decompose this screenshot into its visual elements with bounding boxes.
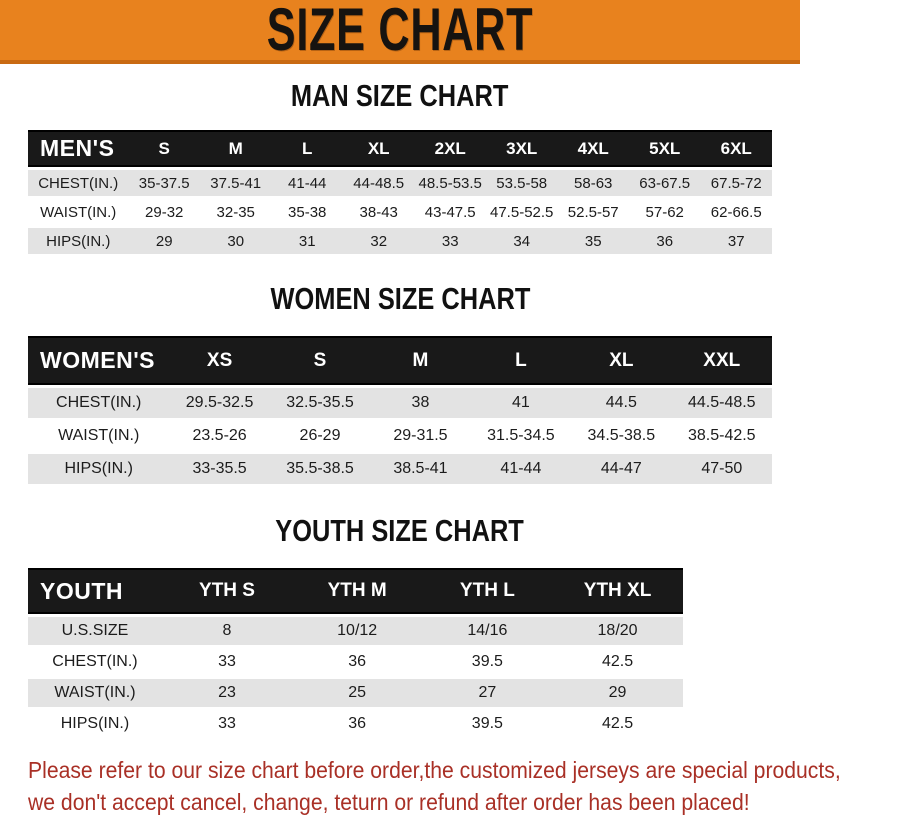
size-column-header: YTH XL [552,568,682,614]
size-value-cell: 38.5-42.5 [672,421,772,451]
size-value-cell: 53.5-58 [486,170,558,196]
table-row [28,648,772,676]
page-title: SIZE CHART [266,0,534,63]
size-header-row [28,336,772,385]
row-label: CHEST(IN.) [28,648,162,676]
size-value-cell: 62-66.5 [700,199,772,225]
size-value-cell: 32-35 [200,199,272,225]
row-label: CHEST(IN.) [28,170,128,196]
size-column-header: 5XL [629,130,701,167]
table-group-label: YOUTH [28,568,162,614]
size-column-header: 6XL [700,130,772,167]
size-value-cell: 10/12 [292,617,422,645]
size-value-cell: 35.5-38.5 [270,454,370,484]
size-value-cell: 44.5 [571,388,671,418]
size-value-cell: 23 [162,679,292,707]
men-size-table [28,127,772,257]
size-value-cell: 38-43 [343,199,415,225]
size-value-cell: 32 [343,228,415,254]
table-group-label: MEN'S [28,130,128,167]
size-value-cell: 33 [162,710,292,738]
size-value-cell: 44.5-48.5 [672,388,772,418]
size-value-cell: 38.5-41 [370,454,470,484]
size-value-cell: 29-32 [128,199,200,225]
size-value-cell: 33-35.5 [169,454,269,484]
youth-size-table [28,565,772,741]
size-column-header: XS [169,336,269,385]
title-banner [0,0,800,64]
table-row [28,454,772,484]
size-value-cell: 44-47 [571,454,671,484]
size-value-cell: 41 [471,388,571,418]
size-header-row [28,130,772,167]
size-value-cell: 34.5-38.5 [571,421,671,451]
row-label: HIPS(IN.) [28,710,162,738]
size-value-cell: 35 [557,228,629,254]
size-column-header: L [271,130,343,167]
size-column-header: XL [343,130,415,167]
size-column-header: YTH M [292,568,422,614]
size-value-cell: 42.5 [552,710,682,738]
women-size-table [28,333,772,487]
table-row [28,710,772,738]
row-label: WAIST(IN.) [28,199,128,225]
size-value-cell: 34 [486,228,558,254]
row-label: HIPS(IN.) [28,228,128,254]
size-column-header: M [200,130,272,167]
table-row [28,679,772,707]
row-label: WAIST(IN.) [28,421,169,451]
size-value-cell: 29 [552,679,682,707]
size-value-cell: 25 [292,679,422,707]
size-value-cell: 37 [700,228,772,254]
table-row [28,388,772,418]
size-value-cell: 29.5-32.5 [169,388,269,418]
size-value-cell: 39.5 [422,710,552,738]
size-value-cell: 41-44 [471,454,571,484]
size-value-cell: 36 [292,710,422,738]
size-value-cell: 18/20 [552,617,682,645]
size-column-header: XXL [672,336,772,385]
table-row [28,199,772,225]
row-label: WAIST(IN.) [28,679,162,707]
row-label: HIPS(IN.) [28,454,169,484]
size-value-cell: 47-50 [672,454,772,484]
size-value-cell: 39.5 [422,648,552,676]
size-value-cell: 31.5-34.5 [471,421,571,451]
table-group-label: WOMEN'S [28,336,169,385]
table-row [28,170,772,196]
size-value-cell: 33 [414,228,486,254]
content-area [28,64,841,818]
size-value-cell: 36 [292,648,422,676]
size-value-cell: 29-31.5 [370,421,470,451]
size-value-cell: 8 [162,617,292,645]
size-column-header: YTH L [422,568,552,614]
size-column-header: XL [571,336,671,385]
disclaimer-note [28,755,841,818]
size-value-cell: 47.5-52.5 [486,199,558,225]
size-column-header: M [370,336,470,385]
size-value-cell: 36 [629,228,701,254]
row-label: U.S.SIZE [28,617,162,645]
size-value-cell: 41-44 [271,170,343,196]
size-value-cell: 32.5-35.5 [270,388,370,418]
youth-section-heading: YOUTH SIZE CHART [275,513,525,548]
size-value-cell: 33 [162,648,292,676]
size-value-cell: 67.5-72 [700,170,772,196]
size-value-cell: 14/16 [422,617,552,645]
size-column-header: YTH S [162,568,292,614]
size-value-cell: 48.5-53.5 [414,170,486,196]
table-row [28,617,772,645]
size-value-cell: 58-63 [557,170,629,196]
size-value-cell: 26-29 [270,421,370,451]
size-column-header: 2XL [414,130,486,167]
size-column-header: L [471,336,571,385]
size-value-cell: 52.5-57 [557,199,629,225]
size-value-cell: 42.5 [552,648,682,676]
row-label: CHEST(IN.) [28,388,169,418]
size-column-header: 3XL [486,130,558,167]
size-value-cell: 57-62 [629,199,701,225]
disclaimer-line-1: Please refer to our size chart before order,the customized jerseys are special products, [28,757,841,783]
size-value-cell: 44-48.5 [343,170,415,196]
men-section-heading: MAN SIZE CHART [291,78,509,113]
size-value-cell: 23.5-26 [169,421,269,451]
size-header-row [28,568,772,614]
table-row [28,228,772,254]
size-value-cell: 35-38 [271,199,343,225]
size-value-cell: 63-67.5 [629,170,701,196]
size-value-cell: 38 [370,388,470,418]
size-column-header: S [128,130,200,167]
size-value-cell: 30 [200,228,272,254]
size-column-header: S [270,336,370,385]
size-value-cell: 43-47.5 [414,199,486,225]
disclaimer-line-2: we don't accept cancel, change, teturn or refund after order has been placed! [28,788,750,815]
size-column-header: 4XL [557,130,629,167]
size-value-cell: 37.5-41 [200,170,272,196]
table-row [28,421,772,451]
size-value-cell: 29 [128,228,200,254]
size-value-cell: 31 [271,228,343,254]
women-section-heading: WOMEN SIZE CHART [270,281,530,316]
size-value-cell: 35-37.5 [128,170,200,196]
size-value-cell: 27 [422,679,552,707]
